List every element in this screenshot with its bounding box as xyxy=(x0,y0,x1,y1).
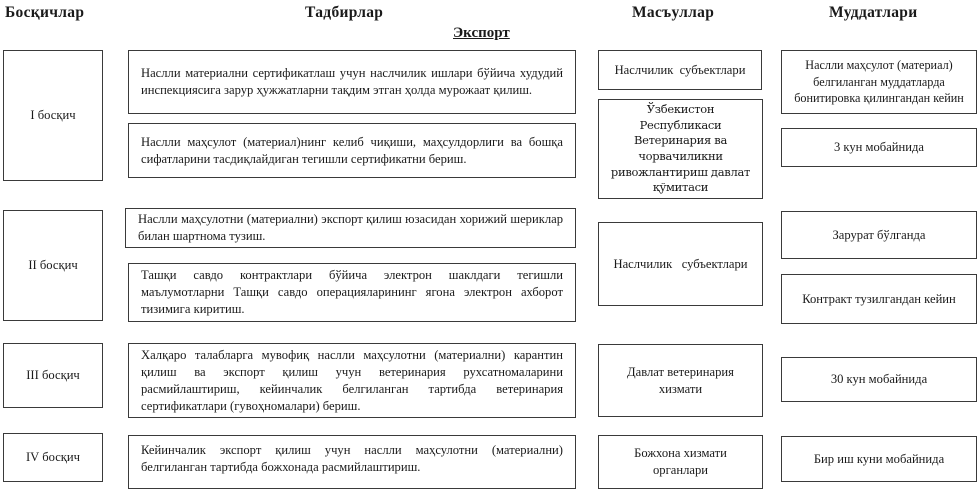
responsible-box xyxy=(598,222,763,306)
responsible-text: Наслчилик субъектлари xyxy=(613,256,748,271)
responsible-text: Ўзбекистон Республикаси Ветеринария ва чорвачиликни ривожлантириш давлат қўмитаси xyxy=(610,102,751,195)
deadline-text: 30 кун мобайнида xyxy=(830,372,928,386)
action-box xyxy=(128,435,576,489)
action-text: Ташқи савдо контрактлари бўйича электрон шаклдаги тегишли маълумотларни Ташқи савдо операцияларининг ягона электрон ахборот тизимига киритиш. xyxy=(141,268,563,316)
deadline-text: 3 кун мобайнида xyxy=(833,140,925,154)
action-text: Кейинчалик экспорт қилиш учун наслли маҳсулотни (материални) белгиланган тартибда божхонада расмийлаштириш. xyxy=(141,443,563,474)
responsible-box xyxy=(598,50,762,90)
action-box xyxy=(128,123,576,178)
deadline-text: Бир иш куни мобайнида xyxy=(813,451,945,466)
stage-label: IV босқич xyxy=(25,450,80,464)
action-box xyxy=(125,208,576,248)
responsible-text: Наслчилик субъектлари xyxy=(614,62,746,77)
stage-label: III босқич xyxy=(26,368,80,382)
action-box xyxy=(128,343,576,418)
stage-label: II босқич xyxy=(28,258,78,272)
deadline-box xyxy=(781,128,977,167)
responsible-text: Давлат ветеринария хизмати xyxy=(627,364,734,396)
section-title: Экспорт xyxy=(453,25,510,41)
header-stages: Босқичлар xyxy=(5,4,85,21)
deadline-box xyxy=(781,50,977,114)
deadline-box xyxy=(781,357,977,402)
action-box xyxy=(128,50,576,114)
stage-box xyxy=(3,433,103,482)
responsible-box xyxy=(598,435,763,489)
action-text: Халқаро талабларга мувофиқ наслли маҳсулотни (материални) карантин қилиш ва экспорт қилиш учун ветеринария рухсатномаларини расмийлаштириш, кейинчалик белгиланган тартибда ветеринария сертификатлари (гувоҳномалари) бериш. xyxy=(141,347,563,413)
header-actions: Тадбирлар xyxy=(305,4,384,21)
deadline-text: Наслли маҳсулот (материал) белгиланган муддатларда бонитировка қилингандан кейин xyxy=(794,58,964,106)
deadline-box xyxy=(781,436,977,482)
responsible-box xyxy=(598,99,763,199)
header-deadlines: Муддатлари xyxy=(829,4,918,21)
action-text: Наслли маҳсулот (материал)нинг келиб чиқиши, маҳсулдорлиги ва бошқа сифатларини тасдиқлайдиган тегишли сертификатни бериш. xyxy=(141,134,563,166)
deadline-box xyxy=(781,211,977,259)
action-text: Наслли маҳсулотни (материални) экспорт қилиш юзасидан хорижий шериклар билан шартнома тузиш. xyxy=(138,212,563,243)
stage-box xyxy=(3,343,103,408)
deadline-text: Зарурат бўлганда xyxy=(832,227,926,242)
deadline-text: Контракт тузилгандан кейин xyxy=(802,291,956,306)
stage-box xyxy=(3,210,103,321)
stage-box xyxy=(3,50,103,181)
deadline-box xyxy=(781,274,977,324)
header-responsible: Масъуллар xyxy=(632,4,715,21)
stage-label: I босқич xyxy=(30,108,76,122)
responsible-text: Божхона хизмати органлари xyxy=(634,446,727,477)
action-box xyxy=(128,263,576,322)
responsible-box xyxy=(598,344,763,417)
action-text: Наслли материални сертификатлаш учун наслчилик ишлари бўйича худудий инспекциясига зарур ҳужжатларни тақдим этган ҳолда мурожаат қилиш. xyxy=(141,66,563,97)
